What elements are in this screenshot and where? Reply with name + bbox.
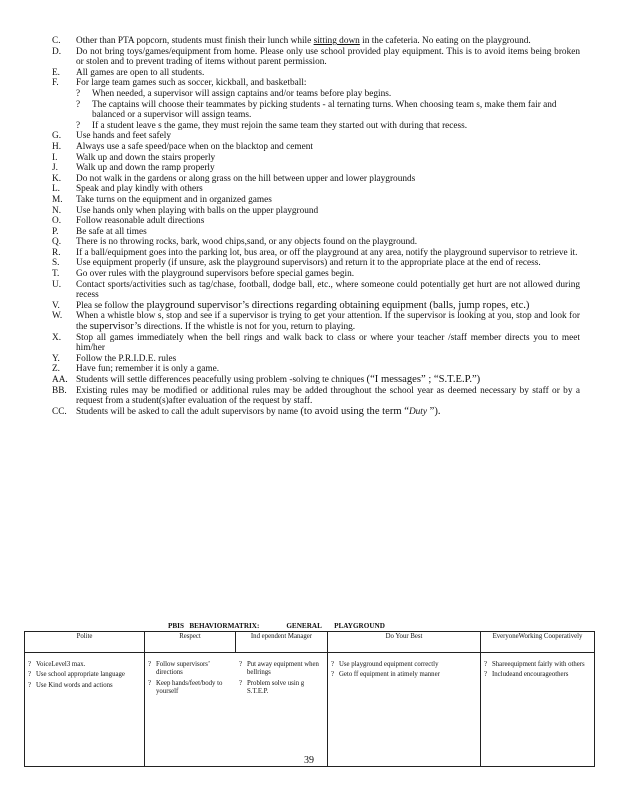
matrix-item-text: Follow supervisors’ directions: [156, 661, 210, 677]
rule-text: [76, 311, 580, 332]
rule-text-main: Other than PTA popcorn, students must finish their lunch while: [76, 36, 314, 46]
rule-label: K.: [52, 173, 62, 184]
matrix-cell-item: [331, 661, 477, 669]
header-do-your-best: Do Your Best: [328, 632, 481, 653]
rule-text: [76, 142, 580, 153]
rule-label: M.: [52, 194, 63, 205]
matrix-item-text: VoiceLevel3 max.: [36, 661, 86, 668]
cell-best: [328, 653, 481, 767]
bullet-marker: ?: [484, 661, 488, 668]
rule-label: U.: [52, 279, 62, 290]
rule-label: S.: [52, 258, 60, 269]
rule-text-main: Plea se follow: [76, 300, 131, 311]
matrix-cell-item: [28, 661, 141, 669]
matrix-title: PBIS BEHAVIORMATRIX: GENERAL PLAYGROUND: [168, 622, 385, 630]
bullet-marker: ?: [148, 679, 152, 687]
rule-text: [76, 153, 580, 164]
cell-respect: [148, 661, 233, 697]
subitem-bullet: ?: [76, 99, 81, 110]
rule-text: [76, 78, 580, 89]
rule-text-main: If a ball/equipment goes into the parking lot, bus area, or off the playground at any area, notify the playground supervisor to retrieve it.: [76, 247, 578, 258]
matrix-item-text: Problem solve usin g S.T.E.P.: [247, 679, 305, 696]
rule-text-underlined: sitting down: [313, 36, 360, 46]
rule-subitem: [52, 100, 580, 121]
cell-coop: [481, 653, 595, 767]
rule-text-main: There is no throwing rocks, bark, wood chips,sand, or any objects found on the playground.: [76, 237, 418, 248]
rule-text: [76, 258, 580, 269]
cell-polite: [25, 653, 145, 767]
rule-item: [52, 78, 580, 89]
rule-text-emphasis: supervisor’s: [89, 321, 142, 333]
rule-item: [52, 216, 580, 227]
bullet-marker: ?: [331, 661, 335, 668]
rule-label: CC.: [52, 406, 67, 417]
bullet-marker: ?: [28, 681, 32, 689]
rule-label: Z.: [52, 364, 61, 375]
rule-text-main: Students will be asked to call the adult supervisors by name: [76, 406, 301, 417]
header-independent-manager: Ind ependent Manager: [236, 632, 328, 653]
rule-text: [76, 184, 580, 195]
rule-item: [52, 227, 580, 238]
matrix-item-text: Includeand encourageothers: [492, 671, 569, 679]
rule-text: [76, 364, 580, 375]
rule-text: [76, 269, 580, 280]
rule-item: [52, 68, 580, 79]
page-number: 39: [304, 755, 314, 766]
rule-text-main: Take turns on the equipment and in organized games: [76, 194, 272, 205]
rule-text-emphasis: (to avoid using the term “: [300, 405, 409, 417]
rule-text-main: For large team games such as soccer, kickball, and basketball:: [76, 78, 307, 89]
rule-item: [52, 258, 580, 269]
header-respect: Respect: [145, 632, 236, 653]
bullet-marker: ?: [148, 661, 152, 668]
rule-text: [76, 375, 580, 386]
rule-text-after: directions. If the whistle is not for you, return to playing.: [141, 322, 356, 333]
matrix-cell-item: [484, 661, 591, 669]
matrix-item-text: Keep hands/feet/body to yourself: [156, 679, 223, 696]
rule-text: [76, 333, 580, 354]
rule-label: Q.: [52, 237, 62, 248]
rule-text-main: Contact sports/activities such as tag/chase, football, dodge ball, etc., where someone could potentially get hurt are not allowed during recess: [76, 279, 580, 301]
rule-text: [76, 301, 580, 312]
rule-text-main: Be safe at all times: [76, 226, 147, 237]
rule-item: [52, 311, 580, 332]
matrix-cell-item: [239, 680, 324, 697]
rule-text: [76, 131, 580, 142]
rule-item: [52, 386, 580, 407]
rule-item: [52, 195, 580, 206]
rule-text-main: Use equipment properly (if unsure, ask the playground supervisors) and return it to the appropriate place at the end of recess.: [76, 258, 541, 269]
matrix-cell-item: [331, 671, 477, 679]
rule-text-emphasis: (“I messages” ; “S.T.E.P.”): [366, 374, 481, 385]
rule-item: [52, 407, 580, 418]
subitem-text: When needed, a supervisor will assign captains and/or teams before play begins.: [92, 88, 392, 99]
rule-label: X.: [52, 332, 62, 343]
rule-text-main: Walk up and down the stairs properly: [76, 152, 216, 163]
rule-label: R.: [52, 247, 61, 258]
rule-text: [76, 68, 580, 79]
matrix-item-text: Use school appropriate language: [36, 671, 125, 679]
subitem-bullet: ?: [76, 120, 81, 131]
rule-item: [52, 184, 580, 195]
rule-text-main: Stop all games immediately when the bell rings and walk back to class or where your teacher /staff member directs you to meet him/her: [76, 332, 580, 354]
bullet-marker: ?: [484, 671, 488, 679]
rule-text: [76, 280, 580, 301]
rule-text-main: Speak and play kindly with others: [76, 184, 203, 195]
rule-text-main: Use hands and feet safely: [76, 131, 171, 142]
rule-label: C.: [52, 36, 61, 46]
matrix-cell-item: [148, 661, 233, 678]
rule-text: [76, 174, 580, 185]
rule-item: [52, 333, 580, 354]
behavior-matrix-table: [24, 631, 595, 767]
rules-list: [52, 36, 580, 417]
matrix-item-text: Use playground equipment correctly: [339, 661, 439, 668]
bullet-marker: ?: [239, 661, 243, 668]
bullet-marker: ?: [28, 671, 32, 679]
matrix-cell-item: [28, 671, 141, 679]
rule-text-main: Follow the P.R.I.D.E. rules: [76, 353, 177, 364]
subitem-text: The captains will choose their teammates by picking students - al ternating turns. When choosing team s, make them fair and balanced or a supervisor will assign teams.: [92, 99, 557, 121]
rule-item: [52, 131, 580, 142]
rule-text-emphasis: the playground supervisor’s directions regarding obtaining equipment (balls, jump ropes, etc.): [131, 299, 530, 311]
rule-text-main: Go over rules with the playground supervisors before special games begin.: [76, 269, 355, 280]
matrix-cell-item: [28, 682, 141, 690]
rule-label: G.: [52, 131, 62, 142]
rule-label: E.: [52, 67, 61, 78]
rule-text-main: When a whistle blow s, stop and see if a supervisor is trying to get your attention. If the supervisor is looking at you, stop and look for the: [76, 311, 580, 333]
rule-text-main: Students will settle differences peacefully using problem -solving te chniques: [76, 375, 367, 385]
rule-text-main: Walk up and down the ramp properly: [76, 163, 215, 174]
subitem-text: If a student leave s the game, they must rejoin the same team they started out with during that recess.: [92, 120, 468, 131]
rule-label: L.: [52, 184, 61, 195]
matrix-item-text: Shareequipment fairly with others: [492, 661, 585, 668]
rule-label: BB.: [52, 385, 67, 396]
rule-text: [76, 36, 580, 47]
rule-text-main: All games are open to all students.: [76, 67, 205, 78]
rule-text: [76, 227, 580, 238]
rule-label: J.: [52, 163, 58, 174]
rule-label: AA.: [52, 375, 68, 385]
matrix-cell-item: [239, 661, 324, 678]
rule-item: [52, 163, 580, 174]
matrix-body-row: [25, 653, 595, 767]
rule-text-after: in the cafeteria. No eating on the playground.: [359, 36, 531, 46]
rule-text: [76, 354, 580, 365]
matrix-item-text: Put away equipment when bellrings: [247, 661, 319, 677]
rule-item: [52, 354, 580, 365]
rule-item: [52, 36, 580, 47]
rule-item: [52, 206, 580, 217]
rule-label: P.: [52, 226, 59, 237]
rule-label: F.: [52, 78, 59, 89]
rule-text-main: Follow reasonable adult directions: [76, 216, 205, 227]
rule-text-main: Use hands only when playing with balls on the upper playground: [76, 205, 319, 216]
rule-label: T.: [52, 269, 60, 280]
rule-text-after: Duty: [408, 406, 428, 417]
rule-item: [52, 153, 580, 164]
rule-label: W.: [52, 311, 63, 322]
rule-item: [52, 237, 580, 248]
rule-subitem: [52, 121, 580, 132]
rule-text-main: Always use a safe speed/pace when on the blacktop and cement: [76, 141, 313, 152]
rule-label: I.: [52, 152, 58, 163]
rule-label: H.: [52, 141, 62, 152]
rule-text: [76, 407, 580, 418]
rule-item: [52, 364, 580, 375]
matrix-cell-item: [484, 671, 591, 679]
cell-respect-manager: [145, 653, 328, 767]
rule-label: N.: [52, 205, 62, 216]
rule-text-main: Do not bring toys/games/equipment from home. Please only use school provided play equipment. This is to avoid items being broken or stolen and to prevent trading of items without parent permission.: [76, 46, 580, 68]
rule-item: [52, 47, 580, 68]
rule-text: [76, 206, 580, 217]
rule-text: [76, 216, 580, 227]
rule-text-main: Have fun; remember it is only a game.: [76, 364, 220, 375]
matrix-item-text: Geto ff equipment in atimely manner: [339, 671, 440, 679]
bullet-marker: ?: [28, 661, 32, 668]
rule-text: [76, 248, 580, 259]
rule-text-main: Existing rules may be modified or additional rules may be added throughout the school year as deemed necessary by staff or by a request from a student(s)after evaluation of the request by staff.: [76, 385, 580, 407]
subitem-bullet: ?: [76, 88, 81, 99]
rule-text: [76, 195, 580, 206]
rule-label: Y.: [52, 353, 60, 364]
matrix-item-text: Use Kind words and actions: [36, 681, 113, 689]
rule-item: [52, 248, 580, 259]
rule-item: [52, 174, 580, 185]
rule-text: [76, 163, 580, 174]
rule-text: [76, 47, 580, 68]
rule-label: O.: [52, 216, 62, 227]
rule-item: [52, 142, 580, 153]
matrix-header-row: [25, 632, 595, 653]
rule-text: [76, 386, 580, 407]
cell-manager: [239, 661, 324, 697]
matrix-cell-item: [148, 680, 233, 697]
rule-text-after-2: ”).: [427, 405, 441, 417]
rule-item: [52, 280, 580, 301]
bullet-marker: ?: [239, 679, 243, 687]
header-polite: Polite: [25, 632, 145, 653]
rule-item: [52, 269, 580, 280]
rule-text-main: Do not walk in the gardens or along grass on the hill between upper and lower playgrounds: [76, 173, 416, 184]
rule-item: [52, 301, 580, 312]
rule-label: V.: [52, 300, 60, 311]
rule-label: D.: [52, 46, 62, 57]
rule-subitem: [52, 89, 580, 100]
bullet-marker: ?: [331, 671, 335, 679]
rule-text: [76, 237, 580, 248]
rule-item: [52, 375, 580, 386]
header-everyone-working-cooperatively: EveryoneWorking Cooperatively: [481, 632, 595, 653]
